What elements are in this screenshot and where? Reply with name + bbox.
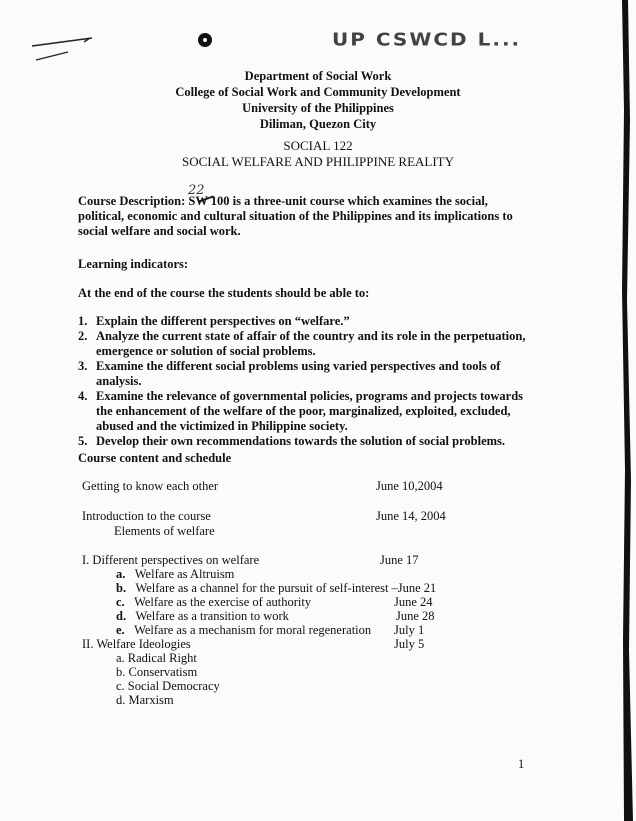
schedule-date: June 24 <box>394 595 433 609</box>
schedule-item <box>116 623 371 638</box>
learning-heading: Learning indicators: <box>78 257 189 271</box>
course-code: SOCIAL 122 <box>283 138 353 153</box>
item-label: d. <box>116 609 127 623</box>
schedule-heading: Course content and schedule <box>78 451 232 465</box>
page-number: 1 <box>518 757 525 771</box>
ideology-item: b. Conservatism <box>116 665 198 679</box>
ideology-item: a. Radical Right <box>116 651 197 665</box>
ideology-item: d. Marxism <box>116 693 174 707</box>
schedule-date: July 1 <box>394 623 425 637</box>
item-label: c. <box>116 595 125 609</box>
schedule-subtopic: Elements of welfare <box>114 524 215 538</box>
list-item-number: 5. <box>78 434 88 448</box>
college-line: College of Social Work and Community Development <box>175 85 461 99</box>
schedule-item <box>116 567 234 582</box>
schedule-topic: Getting to know each other <box>82 479 219 493</box>
item-label: b. <box>116 581 127 595</box>
learning-intro: At the end of the course the students should be able to: <box>78 286 370 300</box>
schedule-date: July 5 <box>394 637 425 651</box>
list-item <box>78 434 538 449</box>
description-line-2: political, economic and cultural situation of the Philippines and its implications to <box>78 209 513 223</box>
location-line: Diliman, Quezon City <box>259 117 377 131</box>
schedule-date: June 14, 2004 <box>376 509 446 523</box>
schedule-date: –June 21 <box>391 581 437 595</box>
description-line-1: Course Description: SW 100 is a three-unit course which examines the social, <box>78 194 488 208</box>
list-item-number: 1. <box>78 314 88 328</box>
list-item-text: analysis. <box>96 374 142 388</box>
list-item-text: Explain the different perspectives on “welfare.” <box>96 314 350 328</box>
list-item-text: abused and the victimized in Philippine society. <box>96 419 348 433</box>
university-line: University of the Philippines <box>242 101 394 115</box>
item-label: a. <box>116 567 126 581</box>
course-description <box>78 194 548 239</box>
handwritten-correction: 22 <box>188 183 205 198</box>
schedule-date: June 10,2004 <box>376 479 443 493</box>
list-item-text: Analyze the current state of affair of the country and its role in the perpetuation, <box>96 329 526 343</box>
item-label: e. <box>116 623 125 637</box>
item-text: Welfare as a transition to work <box>135 609 289 623</box>
item-text: Welfare as a channel for the pursuit of self-interest <box>135 581 389 595</box>
ideology-item: c. Social Democracy <box>116 679 220 693</box>
list-item-text: the enhancement of the welfare of the poor, marginalized, exploited, excluded, <box>96 404 511 418</box>
list-item-text: Examine the different social problems using varied perspectives and tools of <box>96 359 501 373</box>
item-text: Welfare as Altruism <box>134 567 235 581</box>
list-item-text: emergence or solution of social problems. <box>96 344 316 358</box>
list-item-text: Develop their own recommendations towards the solution of social problems. <box>96 434 506 448</box>
section-title: II. Welfare Ideologies <box>82 637 191 651</box>
department-line: Department of Social Work <box>244 69 392 83</box>
institution-header <box>0 68 636 132</box>
schedule-item <box>116 609 289 624</box>
schedule-date: June 28 <box>396 609 435 623</box>
list-item <box>78 329 538 359</box>
schedule-topic: Introduction to the course <box>82 509 211 523</box>
schedule-item <box>116 581 436 596</box>
learning-list <box>78 314 538 449</box>
item-text: Welfare as a mechanism for moral regeneration <box>134 623 372 637</box>
library-stamp: UP CSWCD L... <box>332 28 522 50</box>
course-title: SOCIAL WELFARE AND PHILIPPINE REALITY <box>181 154 455 169</box>
pen-mark-icon <box>28 28 98 68</box>
schedule-item <box>116 595 311 610</box>
list-item-number: 2. <box>78 329 88 343</box>
list-item <box>78 389 538 434</box>
punch-hole-icon <box>198 33 212 47</box>
list-item <box>78 359 538 389</box>
list-item-number: 4. <box>78 389 88 403</box>
schedule-date: June 17 <box>380 553 419 567</box>
course-title-block <box>0 138 636 170</box>
list-item-number: 3. <box>78 359 88 373</box>
list-item-text: Examine the relevance of governmental policies, programs and projects towards <box>96 389 524 403</box>
description-line-3: social welfare and social work. <box>78 224 241 238</box>
section-title: I. Different perspectives on welfare <box>82 553 260 567</box>
list-item <box>78 314 538 329</box>
item-text: Welfare as the exercise of authority <box>134 595 312 609</box>
